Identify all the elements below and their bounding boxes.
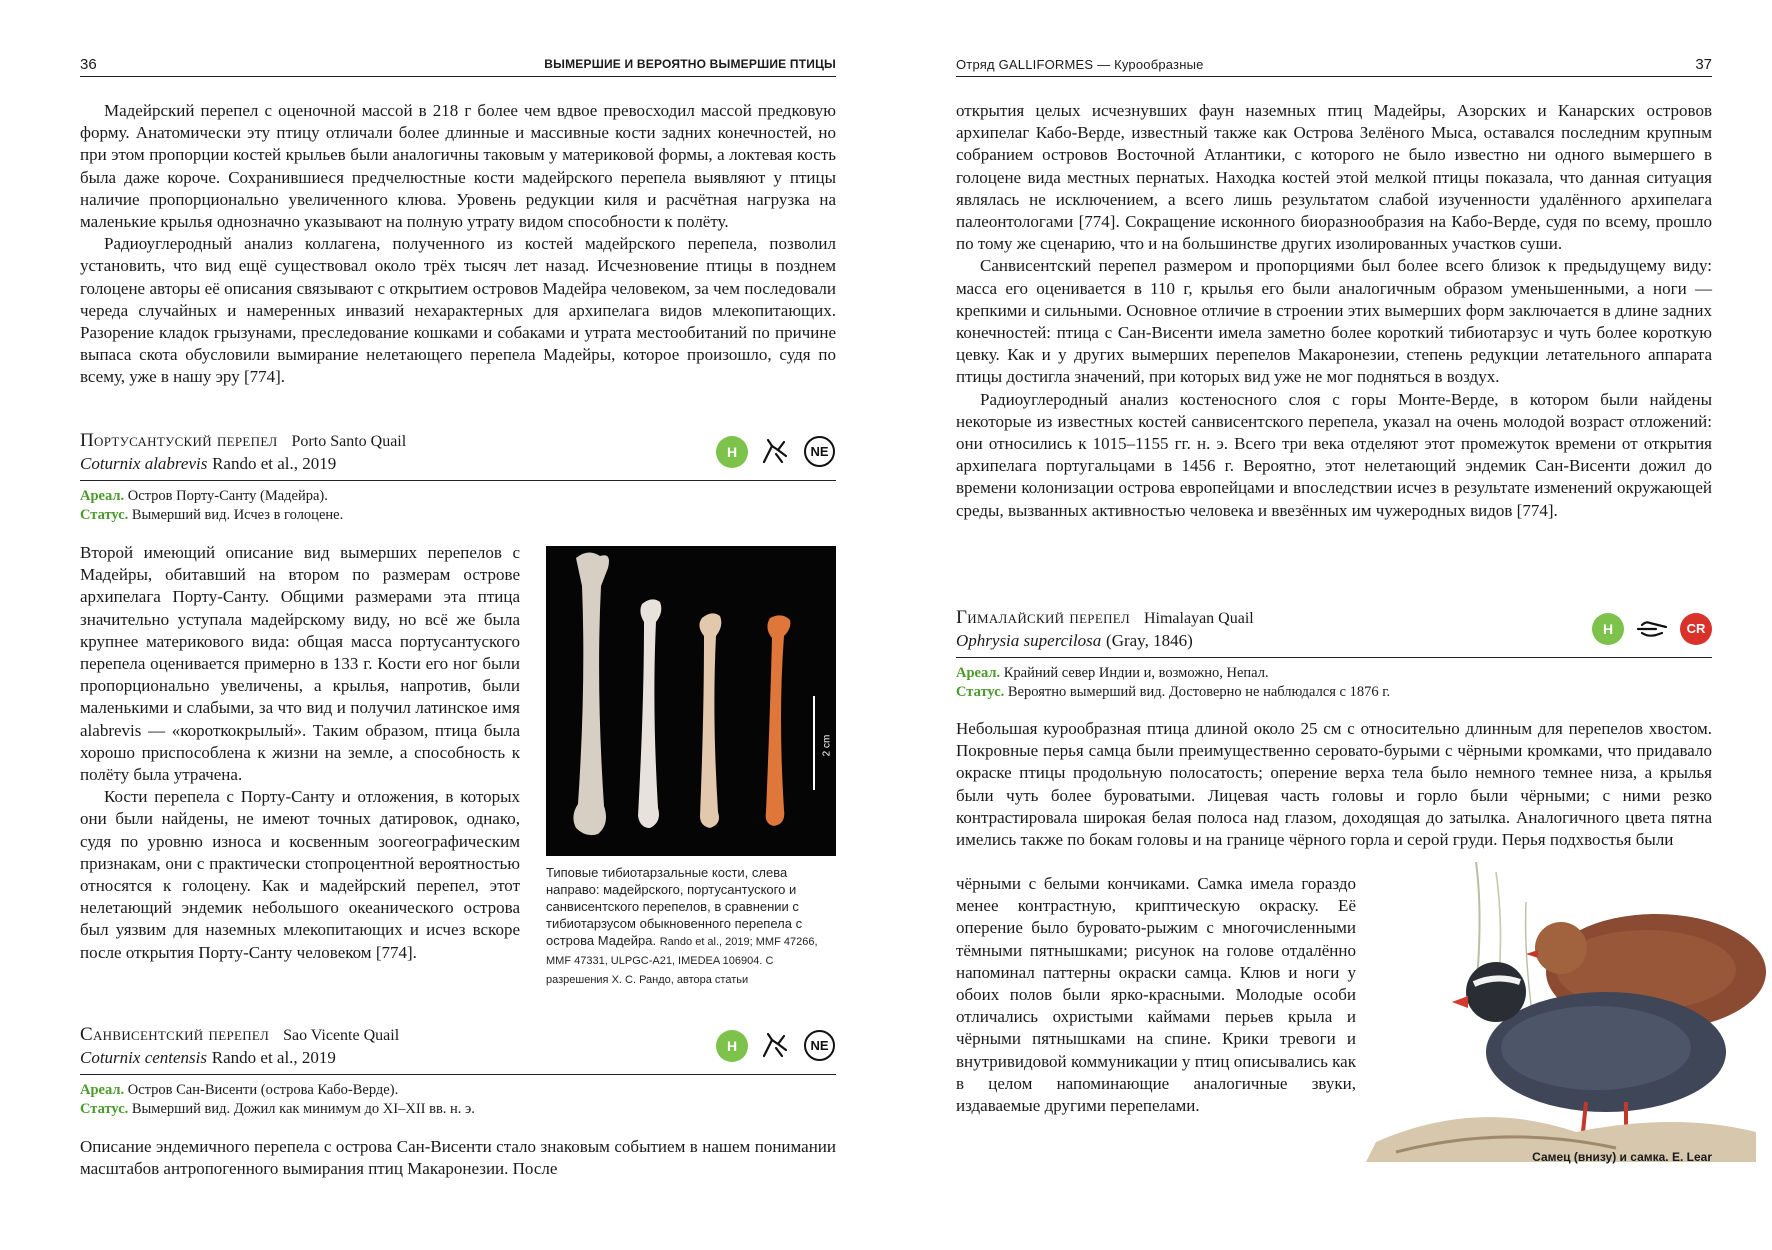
status-icons <box>716 1030 836 1064</box>
left-running-header <box>80 54 836 77</box>
himalayan-text-wrap <box>956 873 1356 1117</box>
species-author: Rando et al., 2019 <box>212 454 337 473</box>
species-name-en: Himalayan Quail <box>1143 610 1254 627</box>
pointing-hand-icon <box>1634 613 1670 645</box>
species-title <box>80 1024 399 1069</box>
bones-photo <box>546 546 836 856</box>
species-name-en: Sao Vicente Quail <box>283 1027 400 1044</box>
status-label: Статус. <box>80 507 129 523</box>
status-value: Вымерший вид. Дожил как минимум до XI–XII вв. н. э. <box>131 1101 475 1117</box>
quail-illustration <box>1356 862 1772 1170</box>
species-meta-himalayan <box>956 664 1712 702</box>
scale-bar-label: 2 cm <box>821 734 833 757</box>
paragraph: чёрными с белыми кончиками. Самка имела гораздо менее контрастную, криптическую окраску. Её оперение было буровато-рыжим с многочисленными тёмными пятнышками; рисунок на голове отдалённо напоминал паттерны окраски самца. Клюв и ноги у обоих полов были ярко-красными. Молодые особи отличались охристыми каймами перьев крыла и чёрными пятнышками на спине. Крики тревоги и внутривидовой коммуникации у птиц описывались как в целом напоминающие аналогичные звуки, издаваемые другими перепелами. <box>956 874 1356 1116</box>
paragraph: Кости перепела с Порту-Санту и отложения, в которых они были найдены, не имеют точных датировок, однако, судя по уровню износа и косвенным зоогеографическим признакам, они с практически стопроцентной вероятностью относятся к голоцену. Как и мадейрский перепел, этот нелетающий эндемик небольшого океанического острова был уязвим для наземных млекопитающих и исчез вскоре после открытия Порту-Санту человеком [774]. <box>80 787 520 962</box>
right-running-header <box>956 54 1712 77</box>
habitat-h-icon: H <box>716 436 748 468</box>
status-label: Статус. <box>956 684 1005 700</box>
species-meta-porto-santo <box>80 487 836 525</box>
paragraph: Небольшая курообразная птица длиной около 25 см с относительно длинным для перепелов хвостом. Покровные перья самца были преимущественно серовато-бурыми с чёрными кромками, что придавало окраске птицы продольную полосатость; оперение верха тела было немного темнее низа, а крылья были чуть более буроватыми. Лицевая часть головы и горло были чёрными; с ними резко контрастировала широкая белая полоса над глазом, доходящая до затылка. Аналогичного цвета пятна имелись также по бокам головы и на границе чёрного горла и серой груди. Перья подхвостья были <box>956 719 1712 850</box>
sao-vicente-continued-text <box>956 100 1712 522</box>
status-value: Вероятно вымерший вид. Достоверно не наблюдался с 1876 г. <box>1007 684 1391 700</box>
paragraph: Радиоуглеродный анализ костеносного слоя с горы Монте-Верде, в котором были найдены некоторые из известных костей санвисентского перепела, указал на очень молодой возраст отложений: они относились к 1015–1155 гг. н. э. Всего три века отделяют этот промежуток времени от открытия архипелага португальцами в 1456 г. Вероятно, этот нелетающий эндемик Сан-Висенти дожил до времени колонизации острова европейцами и впоследствии исчез в результате изменений окружающей среды, вызванных активностью человека и ввезённых им чужеродных видов [774]. <box>956 389 1712 520</box>
caption-credit: Rando et al., 2019; MMF 47266, MMF 47331, ULPGC-A21, IMEDEA 106904. С разрешения Х. С. Рандо, автора статьи <box>546 936 818 986</box>
species-name-en: Porto Santo Quail <box>291 433 407 450</box>
paragraph: Второй имеющий описание вид вымерших перепелов с Мадейры, обитавший на втором по размерам острове архипелага Порту-Санту. Общими размерами эта птица значительно уступала мадейрскому виду, но всё же была крупнее материкового вида: общая масса портусантуского перепела оценивается примерно в 133 г. Кости его ног были пропорционально увеличены, а крылья, напротив, были маленькими и слабыми, за что вид и получил латинское имя alabrevis — «короткокрылый». Таким образом, птица была хорошо приспособлена к жизни на земле, а способность к полёту была утрачена. <box>80 543 520 785</box>
species-header-himalayan <box>956 607 1712 658</box>
running-title: Отряд GALLIFORMES — Курообразные <box>956 57 1204 72</box>
species-latin: Ophrysia supercilosa <box>956 631 1102 650</box>
species-header-sao-vicente <box>80 1024 836 1075</box>
species-author: Rando et al., 2019 <box>211 1048 336 1067</box>
running-title: ВЫМЕРШИЕ И ВЕРОЯТНО ВЫМЕРШИЕ ПТИЦЫ <box>544 57 836 71</box>
paragraph: Санвисентский перепел размером и пропорциями был более всего близок к предыдущему виду: масса его оценивается в 110 г, крылья его были аналогичным образом уменьшенными, а ноги — крепкими и сильными. Основное отличие в строении этих вымерших форм заключается в длине задних конечностей: птица с Сан-Висенти имела заметно более короткий тибиотарзус и чуть более короткую цевку. Как и у других вымерших перепелов Макаронезии, степень редукции летательного аппарата птицы достигла значений, при которых вид уже не мог подняться в воздух. <box>956 256 1712 387</box>
habitat-h-icon: H <box>716 1030 748 1062</box>
species-title <box>956 607 1254 652</box>
page-number: 37 <box>1695 56 1712 73</box>
status-value: Вымерший вид. Исчез в голоцене. <box>131 507 344 523</box>
bones-illustration <box>546 546 836 856</box>
status-icons <box>1592 613 1712 647</box>
cr-status-icon: CR <box>1680 613 1712 645</box>
species-name-ru: Санвисентский перепел <box>80 1024 270 1045</box>
intro-text <box>80 100 836 389</box>
species-author: (Gray, 1846) <box>1106 631 1193 650</box>
porto-santo-text <box>80 542 520 964</box>
caption-text: Типовые тибиотарзальные кости, слева направо: мадейрского, портусантуского и санвисентского перепелов, в сравнении с тибиотарзусом обыкновенного перепела с острова Мадейра. <box>546 865 803 948</box>
range-label: Ареал. <box>80 1082 125 1098</box>
species-meta-sao-vicente <box>80 1081 836 1119</box>
flightless-bird-icon <box>758 1030 794 1062</box>
species-latin: Coturnix centensis <box>80 1048 208 1067</box>
page-number: 36 <box>80 56 97 73</box>
paragraph: Радиоуглеродный анализ коллагена, полученного из костей мадейрского перепела, позволил установить, что вид ещё существовал около трёх тысяч лет назад. Исчезновение птицы в позднем голоцене авторы её описания связывают с открытием островов Мадейра человеком, за чем последовали череда случайных и намеренных инвазий нехарактерных для архипелага видов млекопитающих. Разорение кладок грызунами, преследование кошками и собаками и утрата местообитаний по причине выпаса скота обусловили вымирание нелетающего перепела Мадейры, которое произошло, судя по всему, уже в нашу эру [774]. <box>80 234 836 387</box>
species-name-ru: Портусантуский перепел <box>80 430 278 451</box>
range-value: Остров Сан-Висенти (острова Кабо-Верде). <box>127 1082 399 1098</box>
species-header-porto-santo <box>80 430 836 481</box>
species-latin: Coturnix alabrevis <box>80 454 208 473</box>
range-value: Крайний север Индии и, возможно, Непал. <box>1003 665 1269 681</box>
range-value: Остров Порту-Санту (Мадейра). <box>127 488 328 504</box>
ne-status-icon: NE <box>804 1030 835 1061</box>
status-icons <box>716 436 836 470</box>
flightless-bird-icon <box>758 436 794 468</box>
ne-status-icon: NE <box>804 436 835 467</box>
paragraph: Мадейрский перепел с оценочной массой в 218 г более чем вдвое превосходил массой предковую форму. Анатомически эту птицу отличали более длинные и массивные кости задних конечностей, но при этом пропорции костей крыльев были аналогичны таковым у материковой формы, а локтевая кость была даже короче. Сохранившиеся предчелюстные кости мадейрского перепела выявляют у птицы наличие пропорционально увеличенного клюва. Уровень редукции киля и расчётная нагрузка на маленькие крылья однозначно указывают на полную утрату видом способности к полёту. <box>80 101 836 232</box>
habitat-h-icon: H <box>1592 613 1624 645</box>
species-title <box>80 430 406 475</box>
himalayan-text-top <box>956 718 1712 851</box>
range-label: Ареал. <box>80 488 125 504</box>
range-label: Ареал. <box>956 665 1001 681</box>
species-name-ru: Гималайский перепел <box>956 607 1130 628</box>
figure-caption <box>546 864 836 989</box>
right-page <box>886 0 1772 1250</box>
paragraph: Описание эндемичного перепела с острова Сан-Висенти стало знаковым событием в нашем понимании масштабов антропогенного вымирания птиц Макаронезии. После <box>80 1137 836 1179</box>
paragraph: открытия целых исчезнувших фаун наземных птиц Мадейры, Азорских и Канарских островов архипелаг Кабо-Верде, известный также как Острова Зелёного Мыса, оставался последним крупным собранием островов Восточной Атлантики, с которого не было известно ни одного вымершего в голоцене вида местных пернатых. Находка костей этой мелкой птицы показала, что данная ситуация являлась не исключением, а всего лишь результатом слабой изученности удалённого архипелага палеонтологами [774]. Сокращение исконного биоразнообразия на Кабо-Верде, судя по всему, прошло по тому же сценарию, что и на большинстве других изолированных участков суши. <box>956 101 1712 254</box>
illustration-caption: Самец (внизу) и самка. E. Lear <box>1532 1150 1712 1164</box>
sao-vicente-text <box>80 1136 836 1180</box>
status-label: Статус. <box>80 1101 129 1117</box>
